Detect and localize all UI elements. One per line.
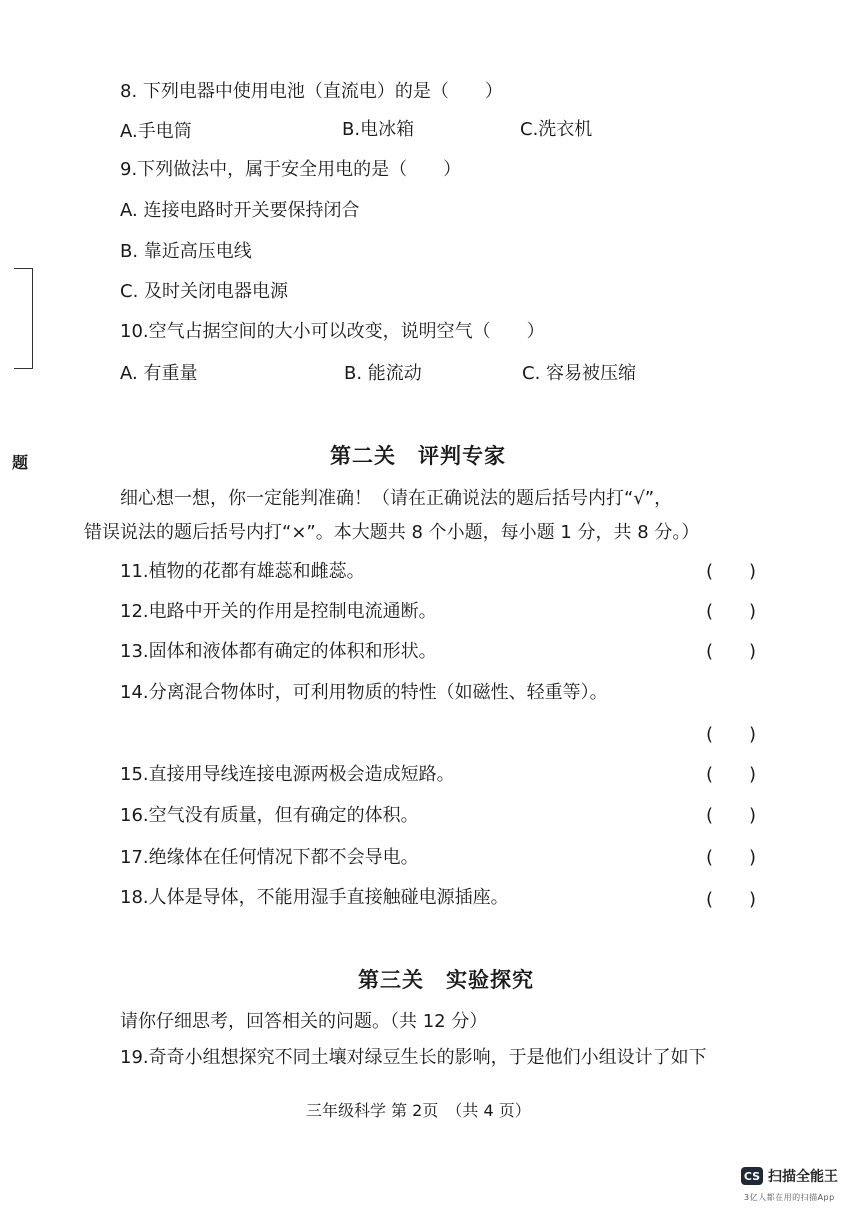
question-19-stem: 19.奇奇小组想探究不同土壤对绿豆生长的影响，于是他们小组设计了如下 [120,1047,707,1068]
tf-item-14: 14.分离混合物体时，可利用物质的特性（如磁性、轻重等）。 [120,682,608,703]
question-9-option-c: C. 及时关闭电器电源 [120,281,289,302]
question-9-option-a: A. 连接电路时开关要保持闭合 [120,200,360,221]
watermark-tagline: 3亿人都在用的扫描App [744,1193,835,1202]
question-8-option-c: C.洗衣机 [520,119,593,140]
tf-answer-11[interactable]: ( ) [706,561,757,582]
question-8-option-b: B.电冰箱 [342,119,415,140]
tf-item-17: 17.绝缘体在任何情况下都不会导电。 [120,847,419,868]
tf-answer-13[interactable]: ( ) [706,641,757,662]
tf-item-11: 11.植物的花都有雄蕊和雌蕊。 [120,561,365,582]
tf-item-12: 12.电路中开关的作用是控制电流通断。 [120,601,437,622]
section-3-intro: 请你仔细思考，回答相关的问题。（共 12 分） [120,1011,488,1032]
tf-item-15: 15.直接用导线连接电源两极会造成短路。 [120,764,455,785]
tf-answer-18[interactable]: ( ) [706,889,757,910]
section-2-intro-line1: 细心想一想，你一定能判准确！（请在正确说法的题后括号内打“√”， [120,488,673,509]
section-2-title: 第二关 评判专家 [330,444,506,468]
tf-answer-14[interactable]: ( ) [706,724,757,745]
camscanner-logo-icon: CS [741,1167,763,1185]
tf-item-13: 13.固体和液体都有确定的体积和形状。 [120,641,437,662]
scanner-watermark [741,1166,838,1186]
binding-mark-lower [14,320,33,369]
question-9-stem: 9.下列做法中，属于安全用电的是（ ） [120,159,462,180]
section-2-intro-line2: 错误说法的题后括号内打“×”。本大题共 8 个小题，每小题 1 分，共 8 分。） [84,522,700,543]
question-10-option-c: C. 容易被压缩 [522,363,637,384]
tf-answer-17[interactable]: ( ) [706,847,757,868]
margin-label: 题 [12,453,29,472]
tf-answer-15[interactable]: ( ) [706,764,757,785]
tf-item-16: 16.空气没有质量，但有确定的体积。 [120,805,419,826]
binding-mark-upper [14,268,33,321]
question-8-option-a: A.手电筒 [120,121,192,142]
page-footer: 三年级科学 第 2页 （共 4 页） [306,1101,531,1120]
question-10-option-a: A. 有重量 [120,363,198,384]
watermark-app-name: 扫描全能王 [768,1169,838,1185]
question-9-option-b: B. 靠近高压电线 [120,241,252,262]
question-8-stem: 8. 下列电器中使用电池（直流电）的是（ ） [120,81,503,102]
tf-item-18: 18.人体是导体，不能用湿手直接触碰电源插座。 [120,887,509,908]
tf-answer-12[interactable]: ( ) [706,601,757,622]
section-3-title: 第三关 实验探究 [358,968,534,992]
question-10-stem: 10.空气占据空间的大小可以改变，说明空气（ ） [120,321,545,342]
tf-answer-16[interactable]: ( ) [706,805,757,826]
question-10-option-b: B. 能流动 [344,363,422,384]
